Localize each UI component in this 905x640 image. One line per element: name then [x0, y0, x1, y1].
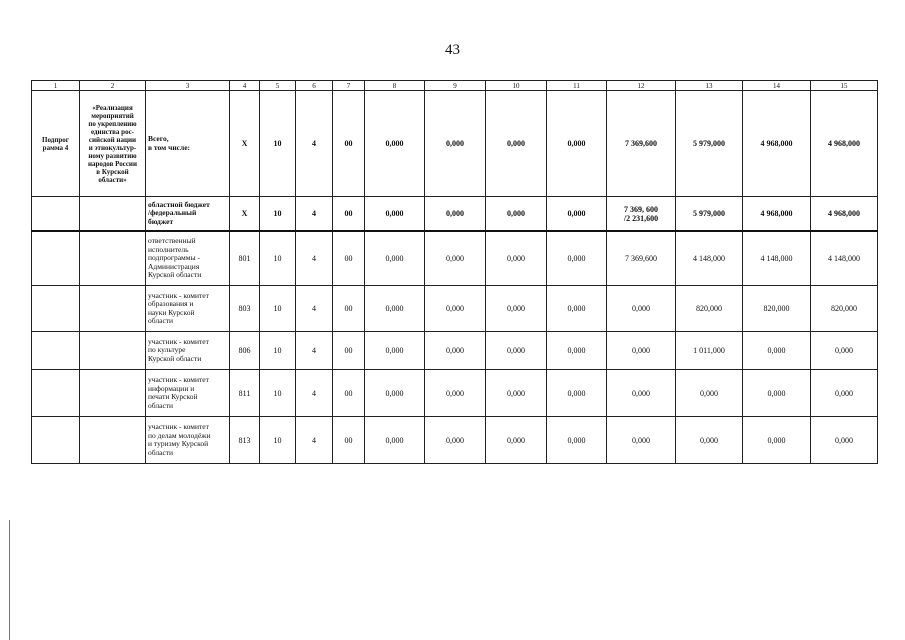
- column-number: 13: [676, 81, 743, 91]
- table-cell: 5 979,000: [676, 197, 743, 232]
- table-cell: 0,000: [365, 197, 425, 232]
- table-cell: [32, 197, 80, 232]
- table-cell: 7 369,600: [607, 91, 676, 197]
- table-cell: 4: [296, 197, 333, 232]
- table-cell: 820,000: [743, 286, 811, 332]
- table-cell: 0,000: [811, 370, 878, 417]
- table-cell: 4 968,000: [743, 197, 811, 232]
- table-cell: 10: [260, 370, 296, 417]
- table-cell: 0,000: [425, 91, 486, 197]
- table-cell: 0,000: [547, 91, 607, 197]
- table-cell: 0,000: [811, 417, 878, 464]
- table-cell: областной бюджет /федеральный бюджет: [146, 197, 230, 232]
- table-cell: 00: [333, 91, 365, 197]
- column-number: 14: [743, 81, 811, 91]
- table-cell: 4: [296, 417, 333, 464]
- table-cell: 10: [260, 332, 296, 370]
- table-cell: 0,000: [365, 332, 425, 370]
- table-cell: 10: [260, 197, 296, 232]
- column-number: 12: [607, 81, 676, 91]
- table-cell: 1 011,000: [676, 332, 743, 370]
- table-cell: 0,000: [486, 370, 547, 417]
- table-cell: 0,000: [425, 197, 486, 232]
- table-cell: 0,000: [486, 417, 547, 464]
- table-cell: 0,000: [425, 286, 486, 332]
- table-cell: X: [230, 91, 260, 197]
- column-number: 1: [32, 81, 80, 91]
- budget-table: [31, 80, 878, 464]
- table-cell: 0,000: [486, 197, 547, 232]
- table-cell: 0,000: [425, 417, 486, 464]
- table-cell: [80, 286, 146, 332]
- table-cell: [80, 370, 146, 417]
- table-cell: 00: [333, 231, 365, 286]
- table-cell: 0,000: [743, 417, 811, 464]
- table-cell: участник - комитет образования и науки Курской области: [146, 286, 230, 332]
- table-cell: Подпрог рамма 4: [32, 91, 80, 197]
- table-cell: [80, 231, 146, 286]
- table-cell: [32, 417, 80, 464]
- table-cell: 10: [260, 417, 296, 464]
- table-cell: 00: [333, 197, 365, 232]
- table-cell: 801: [230, 231, 260, 286]
- table-cell: 0,000: [811, 332, 878, 370]
- table-cell: [32, 370, 80, 417]
- table-cell: 4 148,000: [811, 231, 878, 286]
- table-body: [32, 91, 878, 464]
- table-cell: участник - комитет по делам молодёжи и туризму Курской области: [146, 417, 230, 464]
- table-row: [32, 91, 878, 197]
- table-cell: 0,000: [486, 332, 547, 370]
- column-number: 15: [811, 81, 878, 91]
- table-cell: 10: [260, 286, 296, 332]
- table-cell: [32, 231, 80, 286]
- table-cell: 0,000: [365, 417, 425, 464]
- table-cell: 0,000: [486, 286, 547, 332]
- table-cell: 4 968,000: [811, 91, 878, 197]
- table-cell: 0,000: [743, 370, 811, 417]
- table-row: [32, 332, 878, 370]
- page-number: 43: [445, 42, 460, 58]
- table-row: [32, 286, 878, 332]
- table-cell: 00: [333, 332, 365, 370]
- table-cell: 0,000: [365, 286, 425, 332]
- table-cell: ответственный исполнитель подпрограммы - Администрация Курской области: [146, 231, 230, 286]
- table-cell: 803: [230, 286, 260, 332]
- column-number: 4: [230, 81, 260, 91]
- table-row: [32, 370, 878, 417]
- column-number: 8: [365, 81, 425, 91]
- table-cell: 4 968,000: [811, 197, 878, 232]
- table-cell: 813: [230, 417, 260, 464]
- table-cell: участник - комитет информации и печати Курской области: [146, 370, 230, 417]
- table-cell: 0,000: [607, 370, 676, 417]
- table-cell: 0,000: [365, 91, 425, 197]
- table-cell: 4: [296, 91, 333, 197]
- column-number: 10: [486, 81, 547, 91]
- table-cell: 0,000: [547, 231, 607, 286]
- table-cell: 0,000: [365, 231, 425, 286]
- table-row: [32, 417, 878, 464]
- table-cell: 0,000: [547, 370, 607, 417]
- table-cell: 0,000: [425, 332, 486, 370]
- table-cell: 0,000: [365, 370, 425, 417]
- table-cell: 0,000: [486, 91, 547, 197]
- table-cell: 0,000: [676, 417, 743, 464]
- table-cell: 00: [333, 417, 365, 464]
- table-row: [32, 231, 878, 286]
- table-cell: [80, 332, 146, 370]
- column-number: 3: [146, 81, 230, 91]
- column-number: 9: [425, 81, 486, 91]
- table-cell: 0,000: [607, 286, 676, 332]
- table-cell: 00: [333, 370, 365, 417]
- table-cell: 4: [296, 231, 333, 286]
- table-cell: 4 148,000: [743, 231, 811, 286]
- column-number: 7: [333, 81, 365, 91]
- table-cell: 806: [230, 332, 260, 370]
- table-cell: [80, 417, 146, 464]
- column-number-row: [32, 81, 878, 91]
- table-cell: 7 369,600: [607, 231, 676, 286]
- table-cell: [32, 332, 80, 370]
- column-number: 2: [80, 81, 146, 91]
- table-cell: 0,000: [547, 286, 607, 332]
- table-cell: 0,000: [607, 417, 676, 464]
- table-cell: 0,000: [676, 370, 743, 417]
- table-cell: 811: [230, 370, 260, 417]
- table-cell: 820,000: [676, 286, 743, 332]
- table-cell: 7 369, 600 /2 231,600: [607, 197, 676, 232]
- table-cell: 4: [296, 332, 333, 370]
- table-cell: 10: [260, 231, 296, 286]
- table-cell: [80, 197, 146, 232]
- table-cell: 0,000: [743, 332, 811, 370]
- table-cell: 820,000: [811, 286, 878, 332]
- column-number: 6: [296, 81, 333, 91]
- table-cell: участник - комитет по культуре Курской области: [146, 332, 230, 370]
- table-cell: 4: [296, 370, 333, 417]
- table-cell: [32, 286, 80, 332]
- table-cell: «Реализация мероприятий по укреплению единства рос- сийской нации и этнокультур- ному развитию народов России в Курской области»: [80, 91, 146, 197]
- table-cell: 0,000: [547, 332, 607, 370]
- table-cell: 4 968,000: [743, 91, 811, 197]
- table-cell: 4 148,000: [676, 231, 743, 286]
- column-number: 5: [260, 81, 296, 91]
- table-cell: 0,000: [607, 332, 676, 370]
- table-cell: X: [230, 197, 260, 232]
- table-cell: 4: [296, 286, 333, 332]
- table-cell: 00: [333, 286, 365, 332]
- column-number: 11: [547, 81, 607, 91]
- table-cell: 0,000: [486, 231, 547, 286]
- table-cell: 0,000: [425, 370, 486, 417]
- margin-line: [9, 520, 10, 640]
- table-cell: Всего, в том числе:: [146, 91, 230, 197]
- table-cell: 10: [260, 91, 296, 197]
- table-row: [32, 197, 878, 232]
- table-cell: 0,000: [547, 197, 607, 232]
- table-cell: 5 979,000: [676, 91, 743, 197]
- table-cell: 0,000: [425, 231, 486, 286]
- table-cell: 0,000: [547, 417, 607, 464]
